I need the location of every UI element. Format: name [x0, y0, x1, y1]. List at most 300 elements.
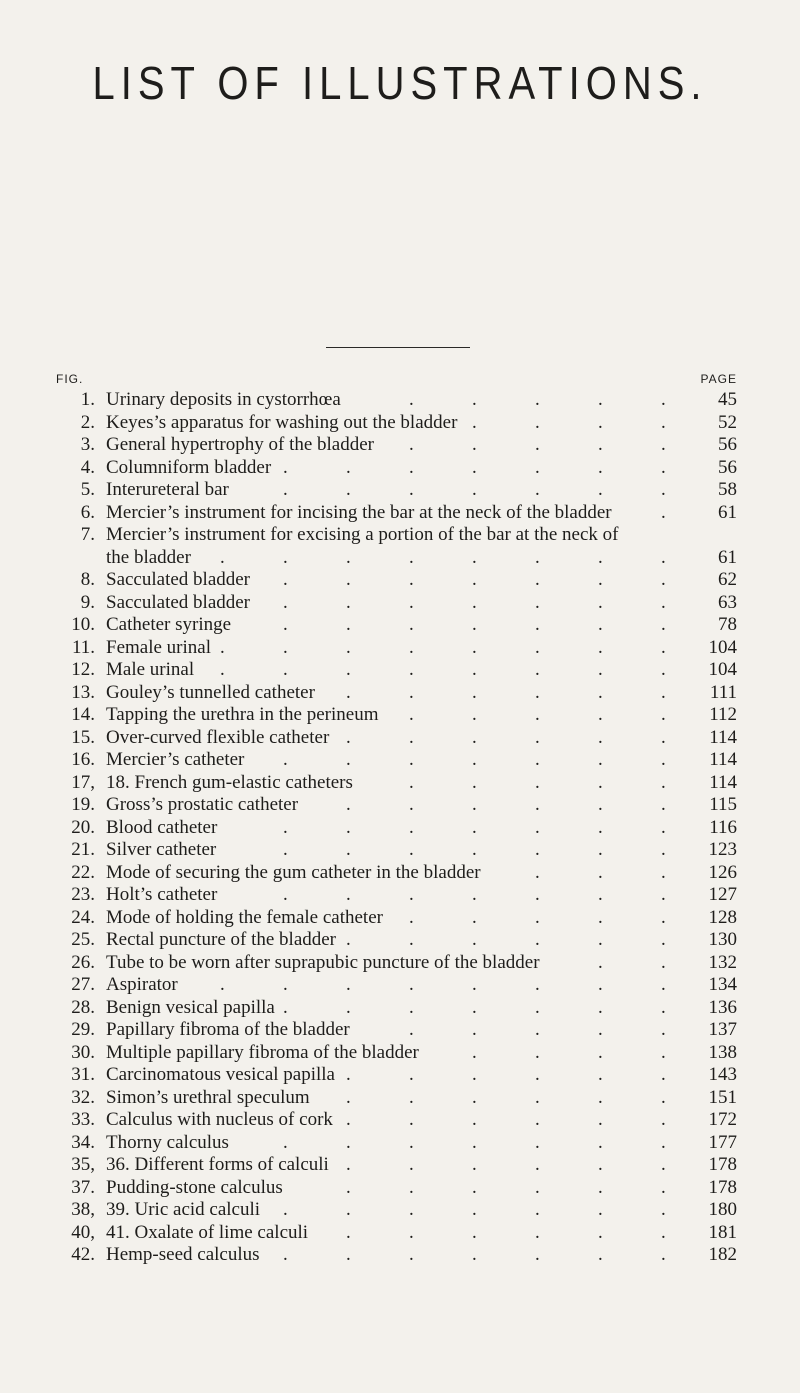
leader-dot: .	[661, 1176, 666, 1198]
leader-dot: .	[472, 816, 477, 838]
list-item	[0, 389, 800, 412]
leader-dot: .	[661, 861, 666, 883]
list-item	[0, 907, 800, 930]
leader-dot: .	[661, 411, 666, 433]
leader-dot: .	[661, 501, 666, 523]
figure-title: Holt’s catheter	[106, 884, 218, 905]
leader-dot: .	[283, 569, 288, 590]
figure-title: Pudding-stone calculus	[106, 1176, 283, 1198]
figure-title: Sacculated bladder	[106, 591, 251, 613]
page-number: 132	[708, 951, 737, 973]
leader-dot: .	[535, 771, 540, 793]
leader-dot: .	[598, 839, 603, 860]
leader-dot: .	[472, 794, 477, 815]
leader-dot: .	[472, 1176, 477, 1198]
leader-dot: .	[472, 839, 477, 860]
figure-title: Female urinal	[106, 636, 211, 658]
leader-dot: .	[472, 749, 477, 770]
figure-number: 40,	[71, 1221, 95, 1243]
leader-dot: .	[535, 614, 540, 635]
leader-dot: .	[346, 591, 351, 613]
leader-dot: .	[346, 614, 351, 635]
leader-dot: .	[535, 1064, 540, 1085]
leader-dot: .	[409, 1086, 414, 1108]
figure-title: 41. Oxalate of lime calculi	[106, 1221, 309, 1243]
figure-title: Urinary deposits in cystorrhœa	[106, 389, 341, 410]
leader-dot: .	[409, 794, 414, 815]
figure-title: Mercier’s instrument for excising a portion of the bar at the neck of	[106, 524, 619, 545]
page-number: 136	[708, 996, 737, 1018]
figure-title: 36. Different forms of calculi	[106, 1154, 329, 1175]
figure-number: 7.	[80, 524, 95, 545]
leader-dot: .	[409, 1131, 414, 1153]
page-number: 134	[708, 974, 737, 995]
list-item	[0, 479, 800, 502]
leader-dot: .	[598, 1176, 603, 1198]
leader-dot: .	[598, 1019, 603, 1040]
leader-dot: .	[283, 546, 288, 568]
leader-dot: .	[661, 479, 666, 500]
list-item	[0, 569, 800, 592]
leader-dot: .	[472, 906, 477, 928]
leader-dot: .	[409, 681, 414, 703]
leader-dot: .	[598, 434, 603, 455]
leader-dot: .	[661, 816, 666, 838]
leader-dot: .	[472, 974, 477, 995]
leader-dot: .	[472, 1064, 477, 1085]
leader-dot: .	[472, 659, 477, 680]
leader-dot: .	[472, 884, 477, 905]
leader-dot: .	[535, 456, 540, 478]
page-number: 61	[718, 546, 737, 568]
page-number: 114	[709, 726, 737, 748]
leader-dot: .	[661, 569, 666, 590]
list-item	[0, 727, 800, 750]
leader-dot: .	[661, 906, 666, 928]
figure-title: Papillary fibroma of the bladder	[106, 1019, 350, 1040]
leader-dot: .	[409, 479, 414, 500]
leader-dot: .	[661, 996, 666, 1018]
leader-dot: .	[661, 614, 666, 635]
leader-dot: .	[661, 794, 666, 815]
leader-dot: .	[472, 1221, 477, 1243]
leader-dot: .	[661, 1199, 666, 1220]
leader-dot: .	[346, 636, 351, 658]
leader-dot: .	[346, 974, 351, 995]
figure-number: 9.	[80, 591, 95, 613]
figure-title: Mercier’s catheter	[106, 749, 245, 770]
figure-number: 27.	[71, 974, 95, 995]
leader-dot: .	[661, 546, 666, 568]
page-number: 52	[718, 411, 737, 433]
figure-number: 31.	[71, 1064, 95, 1085]
leader-dot: .	[535, 479, 540, 500]
figure-number: 11.	[71, 636, 95, 658]
leader-dot: .	[598, 1244, 603, 1265]
leader-dot: .	[346, 1221, 351, 1243]
leader-dot: .	[346, 929, 351, 950]
leader-dot: .	[472, 389, 477, 410]
leader-dot: .	[346, 816, 351, 838]
figure-number: 42.	[71, 1244, 95, 1265]
figure-number: 1.	[80, 389, 95, 410]
figure-title: the bladder	[106, 546, 191, 568]
page-column-header: PAGE	[700, 372, 737, 386]
list-item	[0, 1177, 800, 1200]
figure-number: 21.	[71, 839, 95, 860]
leader-dot: .	[409, 1154, 414, 1175]
leader-dot: .	[283, 659, 288, 680]
leader-dot: .	[409, 1019, 414, 1040]
leader-dot: .	[409, 569, 414, 590]
leader-dot: .	[409, 434, 414, 455]
leader-dot: .	[535, 1176, 540, 1198]
leader-dot: .	[598, 1109, 603, 1130]
leader-dot: .	[598, 816, 603, 838]
leader-dot: .	[598, 1086, 603, 1108]
leader-dot: .	[598, 1221, 603, 1243]
leader-dot: .	[661, 704, 666, 725]
leader-dot: .	[661, 389, 666, 410]
figure-number: 25.	[71, 929, 95, 950]
leader-dot: .	[661, 1086, 666, 1108]
list-item	[0, 772, 800, 795]
figure-number: 16.	[71, 749, 95, 770]
leader-dot: .	[472, 546, 477, 568]
leader-dot: .	[472, 1109, 477, 1130]
leader-dot: .	[535, 1086, 540, 1108]
page-number: 114	[709, 749, 737, 770]
leader-dot: .	[283, 1199, 288, 1220]
leader-dot: .	[598, 929, 603, 950]
figure-title: Gross’s prostatic catheter	[106, 794, 299, 815]
page-number: 180	[708, 1199, 737, 1220]
leader-dot: .	[409, 389, 414, 410]
list-item	[0, 974, 800, 997]
leader-dot: .	[346, 1131, 351, 1153]
leader-dot: .	[535, 1244, 540, 1265]
page-number: 177	[708, 1131, 737, 1153]
leader-dot: .	[598, 389, 603, 410]
leader-dot: .	[598, 996, 603, 1018]
leader-dot: .	[535, 884, 540, 905]
leader-dot: .	[346, 794, 351, 815]
figure-title: Gouley’s tunnelled catheter	[106, 681, 315, 703]
figure-title: Calculus with nucleus of cork	[106, 1109, 333, 1130]
leader-dot: .	[283, 749, 288, 770]
leader-dot: .	[283, 1131, 288, 1153]
leader-dot: .	[535, 929, 540, 950]
leader-dot: .	[535, 861, 540, 883]
leader-dot: .	[598, 479, 603, 500]
figure-title: Carcinomatous vesical papilla	[106, 1064, 335, 1085]
page-number: 62	[718, 569, 737, 590]
figure-number: 35,	[71, 1154, 95, 1175]
figure-title: Aspirator	[106, 974, 178, 995]
leader-dot: .	[409, 884, 414, 905]
page-number: 56	[718, 434, 737, 455]
leader-dot: .	[661, 884, 666, 905]
leader-dot: .	[472, 1041, 477, 1063]
page-number: 138	[708, 1041, 737, 1063]
leader-dot: .	[598, 659, 603, 680]
page-number: 116	[709, 816, 737, 838]
page-number: 56	[718, 456, 737, 478]
leader-dot: .	[598, 636, 603, 658]
leader-dot: .	[598, 951, 603, 973]
leader-dot: .	[409, 614, 414, 635]
leader-dot: .	[535, 659, 540, 680]
title-divider	[326, 347, 470, 348]
leader-dot: .	[598, 569, 603, 590]
leader-dot: .	[283, 591, 288, 613]
leader-dot: .	[346, 569, 351, 590]
leader-dot: .	[661, 1019, 666, 1040]
list-item	[0, 637, 800, 660]
list-item	[0, 614, 800, 637]
figure-title: Mode of securing the gum catheter in the bladder	[106, 861, 481, 883]
leader-dot: .	[535, 569, 540, 590]
leader-dot: .	[598, 704, 603, 725]
list-item	[0, 457, 800, 480]
leader-dot: .	[472, 681, 477, 703]
page-title: LIST OF ILLUSTRATIONS.	[92, 58, 708, 110]
leader-dot: .	[598, 749, 603, 770]
leader-dot: .	[409, 1064, 414, 1085]
list-item	[0, 502, 800, 525]
leader-dot: .	[598, 1199, 603, 1220]
leader-dot: .	[472, 1154, 477, 1175]
figure-title: Mercier’s instrument for incising the bar at the neck of the bladder	[106, 501, 612, 523]
leader-dot: .	[661, 974, 666, 995]
leader-dot: .	[283, 456, 288, 478]
figure-title: Silver catheter	[106, 839, 217, 860]
figure-number: 6.	[80, 501, 95, 523]
leader-dot: .	[283, 996, 288, 1018]
leader-dot: .	[220, 636, 225, 658]
list-item	[0, 412, 800, 435]
leader-dot: .	[535, 1131, 540, 1153]
leader-dot: .	[472, 591, 477, 613]
page-number: 143	[708, 1064, 737, 1085]
list-item	[0, 682, 800, 705]
figure-number: 29.	[71, 1019, 95, 1040]
leader-dot: .	[598, 794, 603, 815]
figure-number: 30.	[71, 1041, 95, 1063]
figure-number: 38,	[71, 1199, 95, 1220]
leader-dot: .	[472, 726, 477, 748]
leader-dot: .	[661, 1221, 666, 1243]
leader-dot: .	[661, 636, 666, 658]
leader-dot: .	[472, 1086, 477, 1108]
leader-dot: .	[283, 479, 288, 500]
figure-title: Catheter syringe	[106, 614, 232, 635]
list-item	[0, 749, 800, 772]
list-item	[0, 929, 800, 952]
leader-dot: .	[346, 1086, 351, 1108]
leader-dot: .	[535, 749, 540, 770]
leader-dot: .	[346, 681, 351, 703]
leader-dot: .	[409, 929, 414, 950]
leader-dot: .	[535, 1154, 540, 1175]
figure-title: Simon’s urethral speculum	[106, 1086, 310, 1108]
leader-dot: .	[535, 1221, 540, 1243]
list-item	[0, 659, 800, 682]
leader-dot: .	[661, 771, 666, 793]
list-item	[0, 1087, 800, 1110]
leader-dot: .	[535, 906, 540, 928]
page-number: 137	[708, 1019, 737, 1040]
page-number: 181	[708, 1221, 737, 1243]
page-number: 178	[708, 1176, 737, 1198]
leader-dot: .	[661, 456, 666, 478]
leader-dot: .	[535, 974, 540, 995]
leader-dot: .	[472, 636, 477, 658]
page-number: 128	[708, 906, 737, 928]
page-number: 123	[708, 839, 737, 860]
page-number: 151	[708, 1086, 737, 1108]
page-number: 115	[709, 794, 737, 815]
leader-dot: .	[409, 749, 414, 770]
figure-number: 32.	[71, 1086, 95, 1108]
leader-dot: .	[535, 1041, 540, 1063]
leader-dot: .	[661, 929, 666, 950]
leader-dot: .	[535, 411, 540, 433]
leader-dot: .	[598, 1154, 603, 1175]
leader-dot: .	[598, 974, 603, 995]
leader-dot: .	[535, 389, 540, 410]
list-item	[0, 592, 800, 615]
page-number: 112	[709, 704, 737, 725]
leader-dot: .	[535, 794, 540, 815]
page-number: 61	[718, 501, 737, 523]
leader-dot: .	[283, 839, 288, 860]
leader-dot: .	[535, 1019, 540, 1040]
figure-number: 8.	[80, 569, 95, 590]
leader-dot: .	[346, 749, 351, 770]
list-item	[0, 1199, 800, 1222]
leader-dot: .	[346, 479, 351, 500]
leader-dot: .	[472, 929, 477, 950]
leader-dot: .	[535, 816, 540, 838]
leader-dot: .	[472, 479, 477, 500]
figure-title: Tube to be worn after suprapubic puncture of the bladder	[106, 951, 540, 973]
illustrations-list	[0, 389, 800, 1267]
figure-number: 19.	[71, 794, 95, 815]
figure-title: Thorny calculus	[106, 1131, 229, 1153]
leader-dot: .	[661, 951, 666, 973]
leader-dot: .	[535, 704, 540, 725]
fig-column-header: FIG.	[56, 372, 84, 386]
leader-dot: .	[598, 1041, 603, 1063]
figure-title: Mode of holding the female catheter	[106, 906, 383, 928]
page-number: 178	[708, 1154, 737, 1175]
figure-number: 20.	[71, 816, 95, 838]
leader-dot: .	[472, 1131, 477, 1153]
leader-dot: .	[661, 591, 666, 613]
leader-dot: .	[346, 1109, 351, 1130]
leader-dot: .	[283, 1244, 288, 1265]
leader-dot: .	[409, 1199, 414, 1220]
leader-dot: .	[661, 1064, 666, 1085]
leader-dot: .	[472, 456, 477, 478]
page-number: 104	[708, 659, 737, 680]
leader-dot: .	[283, 884, 288, 905]
figure-title: 18. French gum-elastic catheters	[106, 771, 353, 793]
page-number: 78	[718, 614, 737, 635]
leader-dot: .	[535, 546, 540, 568]
leader-dot: .	[535, 1199, 540, 1220]
leader-dot: .	[661, 434, 666, 455]
leader-dot: .	[346, 1176, 351, 1198]
leader-dot: .	[661, 1041, 666, 1063]
leader-dot: .	[661, 1109, 666, 1130]
leader-dot: .	[661, 749, 666, 770]
figure-number: 5.	[80, 479, 95, 500]
leader-dot: .	[598, 1131, 603, 1153]
list-item	[0, 952, 800, 975]
leader-dot: .	[661, 659, 666, 680]
figure-title: Multiple papillary fibroma of the bladder	[106, 1041, 419, 1063]
leader-dot: .	[346, 1244, 351, 1265]
leader-dot: .	[472, 996, 477, 1018]
figure-number: 33.	[71, 1109, 95, 1130]
leader-dot: .	[598, 681, 603, 703]
leader-dot: .	[409, 726, 414, 748]
leader-dot: .	[472, 614, 477, 635]
page-number: 104	[708, 636, 737, 658]
list-item	[0, 839, 800, 862]
list-item	[0, 1019, 800, 1042]
leader-dot: .	[283, 974, 288, 995]
figure-title: Male urinal	[106, 659, 195, 680]
leader-dot: .	[409, 1221, 414, 1243]
leader-dot: .	[409, 974, 414, 995]
leader-dot: .	[472, 704, 477, 725]
leader-dot: .	[535, 434, 540, 455]
leader-dot: .	[346, 1154, 351, 1175]
list-item	[0, 1109, 800, 1132]
leader-dot: .	[409, 1109, 414, 1130]
leader-dot: .	[220, 974, 225, 995]
leader-dot: .	[346, 726, 351, 748]
leader-dot: .	[598, 906, 603, 928]
figure-number: 4.	[80, 456, 95, 478]
leader-dot: .	[661, 1244, 666, 1265]
list-item	[0, 1042, 800, 1065]
figure-title: Blood catheter	[106, 816, 218, 838]
leader-dot: .	[346, 659, 351, 680]
figure-number: 3.	[80, 434, 95, 455]
leader-dot: .	[409, 636, 414, 658]
leader-dot: .	[346, 456, 351, 478]
figure-title: 39. Uric acid calculi	[106, 1199, 261, 1220]
leader-dot: .	[535, 996, 540, 1018]
leader-dot: .	[283, 636, 288, 658]
list-item	[0, 704, 800, 727]
figure-number: 26.	[71, 951, 95, 973]
leader-dot: .	[472, 411, 477, 433]
leader-dot: .	[346, 1199, 351, 1220]
figure-number: 34.	[71, 1131, 95, 1153]
list-item	[0, 862, 800, 885]
leader-dot: .	[346, 839, 351, 860]
leader-dot: .	[283, 614, 288, 635]
leader-dot: .	[661, 1131, 666, 1153]
leader-dot: .	[409, 996, 414, 1018]
figure-title: Rectal puncture of the bladder	[106, 929, 337, 950]
leader-dot: .	[346, 546, 351, 568]
